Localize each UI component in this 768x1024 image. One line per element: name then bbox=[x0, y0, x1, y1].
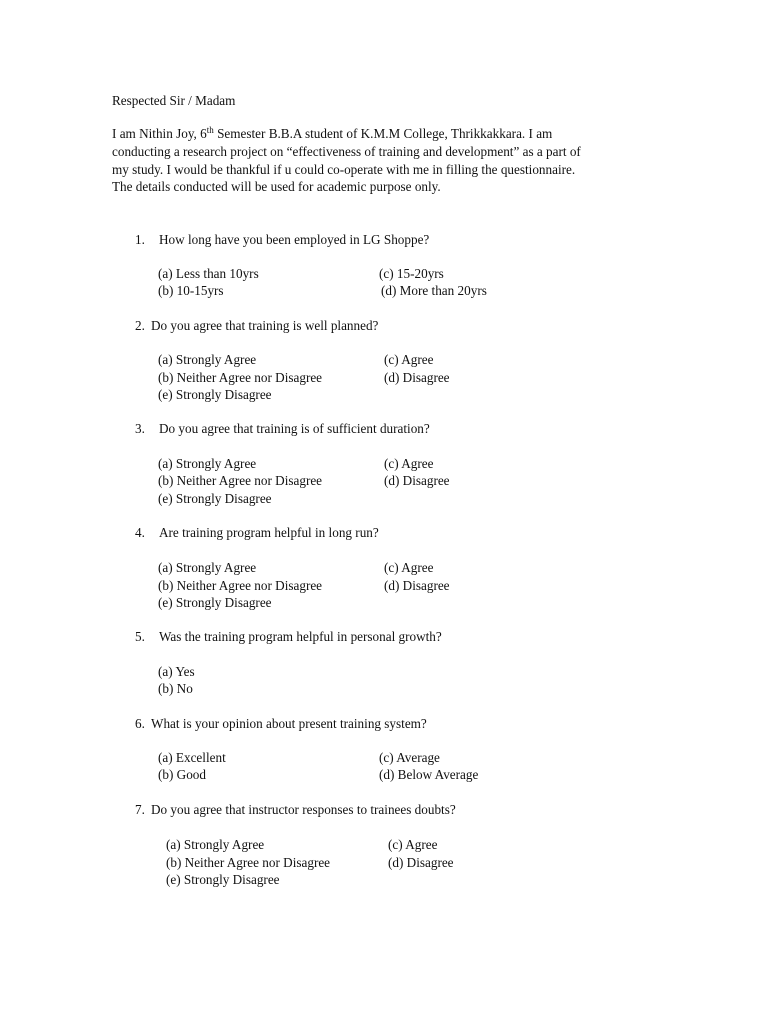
question-number: 6. bbox=[135, 716, 145, 731]
option: (b) No bbox=[158, 681, 193, 696]
option: (b) Neither Agree nor Disagree bbox=[158, 473, 323, 488]
option: (c) Agree bbox=[384, 456, 434, 471]
question-number: 2. bbox=[135, 318, 145, 333]
option: (e) Strongly Disagree bbox=[158, 595, 272, 610]
option: (d) Disagree bbox=[384, 578, 450, 593]
option: (a) Less than 10yrs bbox=[158, 266, 259, 281]
question-text: What is your opinion about present training system? bbox=[151, 716, 427, 731]
option: (b) Neither Agree nor Disagree bbox=[158, 370, 323, 385]
option: (d) Disagree bbox=[384, 370, 450, 385]
option: (d) Disagree bbox=[388, 855, 454, 870]
option: (a) Strongly Agree bbox=[166, 837, 265, 852]
question-number: 4. bbox=[135, 525, 145, 540]
question-text: Was the training program helpful in personal growth? bbox=[159, 629, 442, 644]
option: (b) Good bbox=[158, 767, 206, 782]
option: (b) Neither Agree nor Disagree bbox=[166, 855, 331, 870]
question-number: 5. bbox=[135, 629, 145, 644]
option: (c) Average bbox=[379, 750, 440, 765]
option: (e) Strongly Disagree bbox=[166, 872, 280, 887]
option: (a) Strongly Agree bbox=[158, 560, 257, 575]
option: (c) Agree bbox=[384, 352, 434, 367]
question-number: 7. bbox=[135, 802, 145, 817]
option: (a) Excellent bbox=[158, 750, 226, 765]
intro-line: I am Nithin Joy, 6th Semester B.B.A student of K.M.M College, Thrikkakkara. I am bbox=[112, 125, 553, 141]
option: (c) Agree bbox=[384, 560, 434, 575]
option: (d) More than 20yrs bbox=[381, 283, 487, 298]
question-text: Do you agree that training is of sufficient duration? bbox=[159, 421, 430, 436]
question-number: 1. bbox=[135, 232, 145, 247]
intro-line: conducting a research project on “effectiveness of training and development” as a part of bbox=[112, 144, 581, 159]
option: (a) Strongly Agree bbox=[158, 352, 257, 367]
intro-line: my study. I would be thankful if u could co-operate with me in filling the questionnaire. bbox=[112, 162, 576, 177]
question-text: Do you agree that training is well planned? bbox=[151, 318, 379, 333]
option: (a) Yes bbox=[158, 664, 195, 679]
option: (d) Below Average bbox=[379, 767, 479, 782]
salutation: Respected Sir / Madam bbox=[112, 93, 236, 108]
option: (c) Agree bbox=[388, 837, 438, 852]
option: (b) 10-15yrs bbox=[158, 283, 224, 298]
option: (a) Strongly Agree bbox=[158, 456, 257, 471]
option: (c) 15-20yrs bbox=[379, 266, 444, 281]
option: (b) Neither Agree nor Disagree bbox=[158, 578, 323, 593]
question-text: Do you agree that instructor responses to trainees doubts? bbox=[151, 802, 456, 817]
option: (e) Strongly Disagree bbox=[158, 491, 272, 506]
question-text: How long have you been employed in LG Shoppe? bbox=[159, 232, 430, 247]
question-text: Are training program helpful in long run? bbox=[159, 525, 379, 540]
option: (d) Disagree bbox=[384, 473, 450, 488]
option: (e) Strongly Disagree bbox=[158, 387, 272, 402]
intro-line: The details conducted will be used for academic purpose only. bbox=[112, 179, 441, 194]
question-number: 3. bbox=[135, 421, 145, 436]
